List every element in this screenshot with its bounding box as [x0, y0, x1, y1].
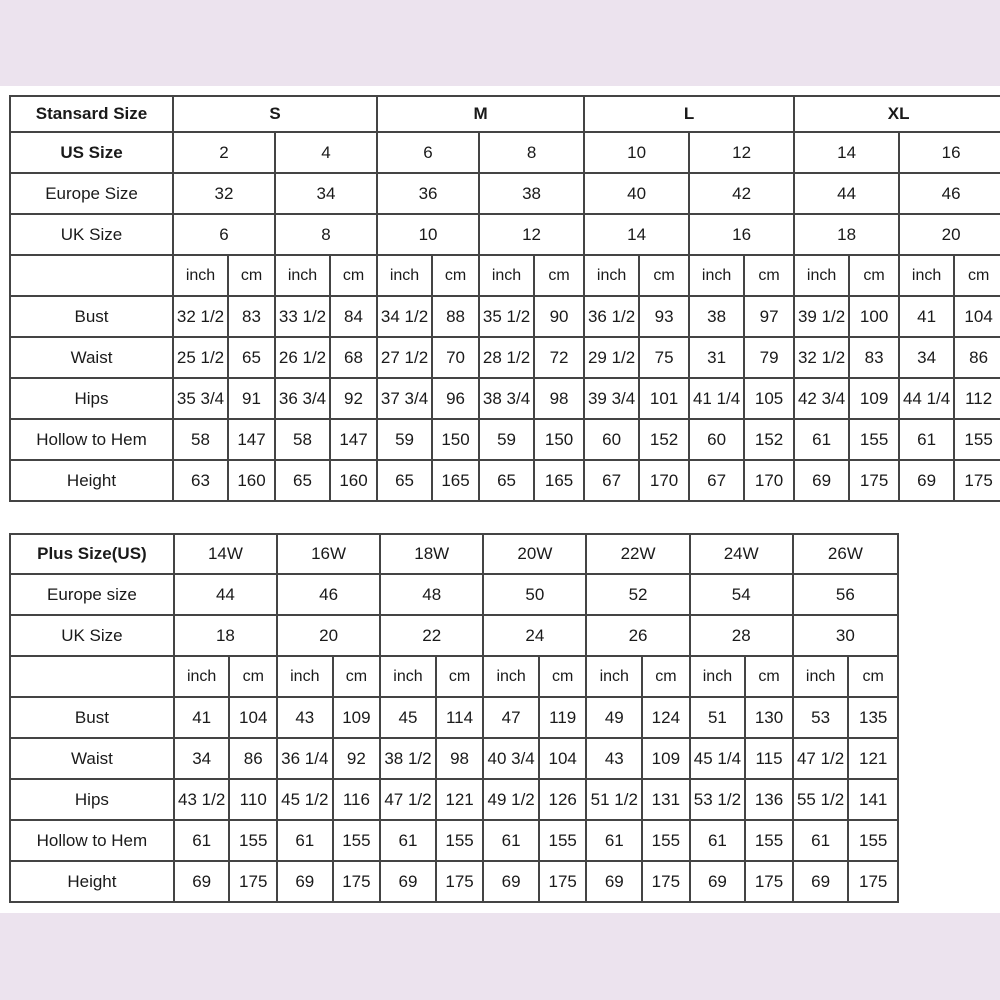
measure-value: 69: [586, 861, 642, 902]
us-size-value: 2: [173, 132, 275, 173]
measure-value: 152: [744, 419, 794, 460]
europe-size-value: 34: [275, 173, 377, 214]
measure-value: 92: [333, 738, 381, 779]
measure-value: 51: [690, 697, 746, 738]
unit-cm: cm: [539, 656, 587, 697]
measure-value: 51 1/2: [586, 779, 642, 820]
unit-inch: inch: [586, 656, 642, 697]
measure-value: 104: [539, 738, 587, 779]
uk-size-value: 12: [479, 214, 584, 255]
measure-value: 104: [229, 697, 277, 738]
unit-inch: inch: [275, 255, 330, 296]
measure-value: 175: [745, 861, 793, 902]
plus-us-size-value: 22W: [586, 534, 689, 574]
plus-europe-size-value: 52: [586, 574, 689, 615]
measure-label: Height: [10, 861, 174, 902]
measure-value: 109: [333, 697, 381, 738]
measure-value: 175: [333, 861, 381, 902]
measure-row: [10, 419, 1000, 460]
unit-cm: cm: [848, 656, 898, 697]
europe-size-row: [10, 173, 1000, 214]
measure-value: 147: [228, 419, 275, 460]
measure-value: 155: [954, 419, 1000, 460]
measure-value: 155: [745, 820, 793, 861]
plus-us-size-value: 16W: [277, 534, 380, 574]
unit-cm: cm: [436, 656, 484, 697]
measure-value: 152: [639, 419, 689, 460]
measure-value: 61: [380, 820, 436, 861]
measure-value: 147: [330, 419, 377, 460]
unit-inch: inch: [899, 255, 954, 296]
measure-label: Hollow to Hem: [10, 820, 174, 861]
unit-inch: inch: [173, 255, 228, 296]
europe-size-label: Europe Size: [10, 173, 173, 214]
measure-value: 121: [436, 779, 484, 820]
unit-inch: inch: [690, 656, 746, 697]
measure-value: 135: [848, 697, 898, 738]
europe-size-value: 32: [173, 173, 275, 214]
measure-value: 93: [639, 296, 689, 337]
uk-size-value: 10: [377, 214, 479, 255]
measure-value: 155: [333, 820, 381, 861]
us-size-label: US Size: [10, 132, 173, 173]
measure-value: 63: [173, 460, 228, 501]
unit-inch: inch: [277, 656, 333, 697]
measure-value: 175: [539, 861, 587, 902]
measure-value: 47 1/2: [793, 738, 849, 779]
measure-value: 91: [228, 378, 275, 419]
uk-size-value: 6: [173, 214, 275, 255]
measure-value: 104: [954, 296, 1000, 337]
plus-europe-size-value: 50: [483, 574, 586, 615]
uk-size-value: 14: [584, 214, 689, 255]
measure-value: 86: [229, 738, 277, 779]
plus-europe-size-value: 54: [690, 574, 793, 615]
measure-label: Hips: [10, 779, 174, 820]
measure-value: 70: [432, 337, 479, 378]
uk-size-value: 16: [689, 214, 794, 255]
plus-uk-size-value: 24: [483, 615, 586, 656]
measure-value: 59: [479, 419, 534, 460]
measure-value: 175: [849, 460, 899, 501]
measure-value: 101: [639, 378, 689, 419]
uk-size-row: [10, 214, 1000, 255]
measure-value: 41: [174, 697, 230, 738]
measure-value: 67: [584, 460, 639, 501]
measure-value: 59: [377, 419, 432, 460]
plus-measure-row: [10, 820, 898, 861]
measure-value: 84: [330, 296, 377, 337]
uk-size-value: 18: [794, 214, 899, 255]
measure-value: 35 3/4: [173, 378, 228, 419]
measure-value: 68: [330, 337, 377, 378]
measure-value: 165: [534, 460, 584, 501]
measure-value: 34 1/2: [377, 296, 432, 337]
size-group-header: L: [584, 96, 794, 132]
unit-row-label: [10, 255, 173, 296]
measure-value: 43: [586, 738, 642, 779]
standard-size-table: [9, 95, 1000, 502]
uk-size-value: 8: [275, 214, 377, 255]
plus-measure-row: [10, 697, 898, 738]
measure-value: 69: [690, 861, 746, 902]
measure-value: 105: [744, 378, 794, 419]
measure-value: 83: [849, 337, 899, 378]
measure-value: 49: [586, 697, 642, 738]
unit-cm: cm: [745, 656, 793, 697]
measure-value: 170: [744, 460, 794, 501]
measure-value: 61: [277, 820, 333, 861]
measure-value: 61: [586, 820, 642, 861]
measure-value: 109: [642, 738, 690, 779]
unit-cm: cm: [639, 255, 689, 296]
measure-value: 44 1/4: [899, 378, 954, 419]
uk-size-label: UK Size: [10, 214, 173, 255]
us-size-value: 6: [377, 132, 479, 173]
measure-value: 45 1/2: [277, 779, 333, 820]
measure-value: 28 1/2: [479, 337, 534, 378]
measure-value: 58: [275, 419, 330, 460]
plus-us-size-value: 24W: [690, 534, 793, 574]
measure-value: 175: [436, 861, 484, 902]
measure-value: 41: [899, 296, 954, 337]
measure-value: 27 1/2: [377, 337, 432, 378]
measure-value: 160: [228, 460, 275, 501]
measure-value: 34: [899, 337, 954, 378]
unit-inch: inch: [377, 255, 432, 296]
measure-value: 65: [228, 337, 275, 378]
unit-cm: cm: [534, 255, 584, 296]
measure-value: 155: [848, 820, 898, 861]
measure-value: 69: [483, 861, 539, 902]
europe-size-value: 46: [899, 173, 1000, 214]
plus-uk-size-label: UK Size: [10, 615, 174, 656]
measure-value: 69: [899, 460, 954, 501]
measure-value: 131: [642, 779, 690, 820]
measure-label: Hollow to Hem: [10, 419, 173, 460]
plus-measure-row: [10, 861, 898, 902]
measure-value: 39 3/4: [584, 378, 639, 419]
measure-value: 86: [954, 337, 1000, 378]
measure-value: 119: [539, 697, 587, 738]
measure-value: 31: [689, 337, 744, 378]
unit-cm: cm: [744, 255, 794, 296]
measure-value: 96: [432, 378, 479, 419]
measure-value: 53: [793, 697, 849, 738]
measure-value: 38: [689, 296, 744, 337]
uk-size-value: 20: [899, 214, 1000, 255]
measure-row: [10, 378, 1000, 419]
measure-value: 170: [639, 460, 689, 501]
plus-us-size-value: 18W: [380, 534, 483, 574]
measure-value: 155: [229, 820, 277, 861]
unit-cm: cm: [642, 656, 690, 697]
measure-value: 175: [229, 861, 277, 902]
measure-value: 55 1/2: [793, 779, 849, 820]
us-size-value: 10: [584, 132, 689, 173]
measure-value: 61: [690, 820, 746, 861]
measure-row: [10, 296, 1000, 337]
measure-value: 69: [793, 861, 849, 902]
measure-value: 45 1/4: [690, 738, 746, 779]
unit-inch: inch: [689, 255, 744, 296]
plus-europe-size-label: Europe size: [10, 574, 174, 615]
measure-value: 83: [228, 296, 275, 337]
plus-unit-row: [10, 656, 898, 697]
header-row: [10, 96, 1000, 132]
measure-value: 98: [534, 378, 584, 419]
measure-value: 92: [330, 378, 377, 419]
measure-value: 175: [848, 861, 898, 902]
measure-value: 155: [849, 419, 899, 460]
measure-row: [10, 337, 1000, 378]
measure-value: 32 1/2: [794, 337, 849, 378]
measure-value: 34: [174, 738, 230, 779]
measure-value: 141: [848, 779, 898, 820]
unit-inch: inch: [174, 656, 230, 697]
measure-value: 43: [277, 697, 333, 738]
unit-cm: cm: [333, 656, 381, 697]
measure-value: 61: [174, 820, 230, 861]
plus-us-size-value: 14W: [174, 534, 277, 574]
measure-value: 121: [848, 738, 898, 779]
europe-size-value: 42: [689, 173, 794, 214]
measure-value: 155: [642, 820, 690, 861]
measure-value: 155: [539, 820, 587, 861]
plus-size-table: [9, 533, 899, 903]
measure-value: 112: [954, 378, 1000, 419]
plus-europe-size-value: 56: [793, 574, 898, 615]
measure-value: 38 3/4: [479, 378, 534, 419]
measure-value: 67: [689, 460, 744, 501]
measure-value: 47: [483, 697, 539, 738]
measure-value: 136: [745, 779, 793, 820]
measure-value: 109: [849, 378, 899, 419]
measure-value: 33 1/2: [275, 296, 330, 337]
measure-value: 43 1/2: [174, 779, 230, 820]
plus-europe-size-row: [10, 574, 898, 615]
us-size-value: 14: [794, 132, 899, 173]
unit-inch: inch: [483, 656, 539, 697]
unit-cm: cm: [330, 255, 377, 296]
measure-value: 98: [436, 738, 484, 779]
measure-value: 72: [534, 337, 584, 378]
measure-value: 61: [899, 419, 954, 460]
plus-uk-size-value: 18: [174, 615, 277, 656]
measure-value: 114: [436, 697, 484, 738]
measure-value: 79: [744, 337, 794, 378]
us-size-value: 16: [899, 132, 1000, 173]
measure-value: 60: [689, 419, 744, 460]
measure-value: 58: [173, 419, 228, 460]
measure-value: 65: [377, 460, 432, 501]
measure-value: 65: [275, 460, 330, 501]
plus-uk-size-value: 22: [380, 615, 483, 656]
unit-inch: inch: [793, 656, 849, 697]
measure-value: 130: [745, 697, 793, 738]
measure-value: 126: [539, 779, 587, 820]
measure-value: 69: [277, 861, 333, 902]
measure-value: 97: [744, 296, 794, 337]
standard-size-label: Stansard Size: [10, 96, 173, 132]
measure-value: 90: [534, 296, 584, 337]
unit-inch: inch: [794, 255, 849, 296]
measure-value: 35 1/2: [479, 296, 534, 337]
plus-measure-row: [10, 779, 898, 820]
measure-value: 116: [333, 779, 381, 820]
us-size-value: 12: [689, 132, 794, 173]
measure-value: 175: [954, 460, 1000, 501]
measure-value: 61: [793, 820, 849, 861]
measure-value: 25 1/2: [173, 337, 228, 378]
measure-value: 150: [432, 419, 479, 460]
measure-value: 115: [745, 738, 793, 779]
measure-value: 36 1/4: [277, 738, 333, 779]
plus-measure-row: [10, 738, 898, 779]
plus-size-label: Plus Size(US): [10, 534, 174, 574]
unit-inch: inch: [584, 255, 639, 296]
unit-cm: cm: [954, 255, 1000, 296]
measure-value: 100: [849, 296, 899, 337]
measure-value: 124: [642, 697, 690, 738]
plus-europe-size-value: 48: [380, 574, 483, 615]
measure-value: 32 1/2: [173, 296, 228, 337]
plus-uk-size-value: 30: [793, 615, 898, 656]
measure-value: 88: [432, 296, 479, 337]
unit-cm: cm: [849, 255, 899, 296]
measure-value: 69: [174, 861, 230, 902]
plus-unit-row-label: [10, 656, 174, 697]
plus-header-row: [10, 534, 898, 574]
measure-label: Hips: [10, 378, 173, 419]
plus-europe-size-value: 46: [277, 574, 380, 615]
measure-value: 45: [380, 697, 436, 738]
unit-cm: cm: [432, 255, 479, 296]
unit-inch: inch: [479, 255, 534, 296]
measure-value: 160: [330, 460, 377, 501]
europe-size-value: 36: [377, 173, 479, 214]
measure-value: 26 1/2: [275, 337, 330, 378]
plus-europe-size-value: 44: [174, 574, 277, 615]
plus-uk-size-value: 28: [690, 615, 793, 656]
measure-value: 49 1/2: [483, 779, 539, 820]
measure-value: 36 1/2: [584, 296, 639, 337]
plus-uk-size-value: 20: [277, 615, 380, 656]
measure-row: [10, 460, 1000, 501]
measure-value: 69: [380, 861, 436, 902]
unit-row: [10, 255, 1000, 296]
us-size-value: 8: [479, 132, 584, 173]
measure-value: 53 1/2: [690, 779, 746, 820]
measure-value: 38 1/2: [380, 738, 436, 779]
measure-label: Waist: [10, 738, 174, 779]
unit-cm: cm: [228, 255, 275, 296]
measure-value: 42 3/4: [794, 378, 849, 419]
size-group-header: S: [173, 96, 377, 132]
size-group-header: M: [377, 96, 584, 132]
measure-value: 110: [229, 779, 277, 820]
measure-value: 165: [432, 460, 479, 501]
europe-size-value: 40: [584, 173, 689, 214]
measure-label: Waist: [10, 337, 173, 378]
us-size-row: [10, 132, 1000, 173]
measure-value: 39 1/2: [794, 296, 849, 337]
measure-value: 41 1/4: [689, 378, 744, 419]
measure-value: 155: [436, 820, 484, 861]
plus-us-size-value: 20W: [483, 534, 586, 574]
measure-value: 69: [794, 460, 849, 501]
measure-value: 37 3/4: [377, 378, 432, 419]
measure-value: 36 3/4: [275, 378, 330, 419]
unit-cm: cm: [229, 656, 277, 697]
measure-value: 61: [483, 820, 539, 861]
size-group-header: XL: [794, 96, 1000, 132]
europe-size-value: 38: [479, 173, 584, 214]
measure-value: 75: [639, 337, 689, 378]
plus-us-size-value: 26W: [793, 534, 898, 574]
us-size-value: 4: [275, 132, 377, 173]
measure-value: 29 1/2: [584, 337, 639, 378]
plus-uk-size-row: [10, 615, 898, 656]
measure-value: 65: [479, 460, 534, 501]
measure-value: 150: [534, 419, 584, 460]
measure-label: Bust: [10, 697, 174, 738]
europe-size-value: 44: [794, 173, 899, 214]
measure-label: Bust: [10, 296, 173, 337]
measure-label: Height: [10, 460, 173, 501]
measure-value: 47 1/2: [380, 779, 436, 820]
measure-value: 175: [642, 861, 690, 902]
measure-value: 61: [794, 419, 849, 460]
plus-uk-size-value: 26: [586, 615, 689, 656]
measure-value: 40 3/4: [483, 738, 539, 779]
unit-inch: inch: [380, 656, 436, 697]
measure-value: 60: [584, 419, 639, 460]
